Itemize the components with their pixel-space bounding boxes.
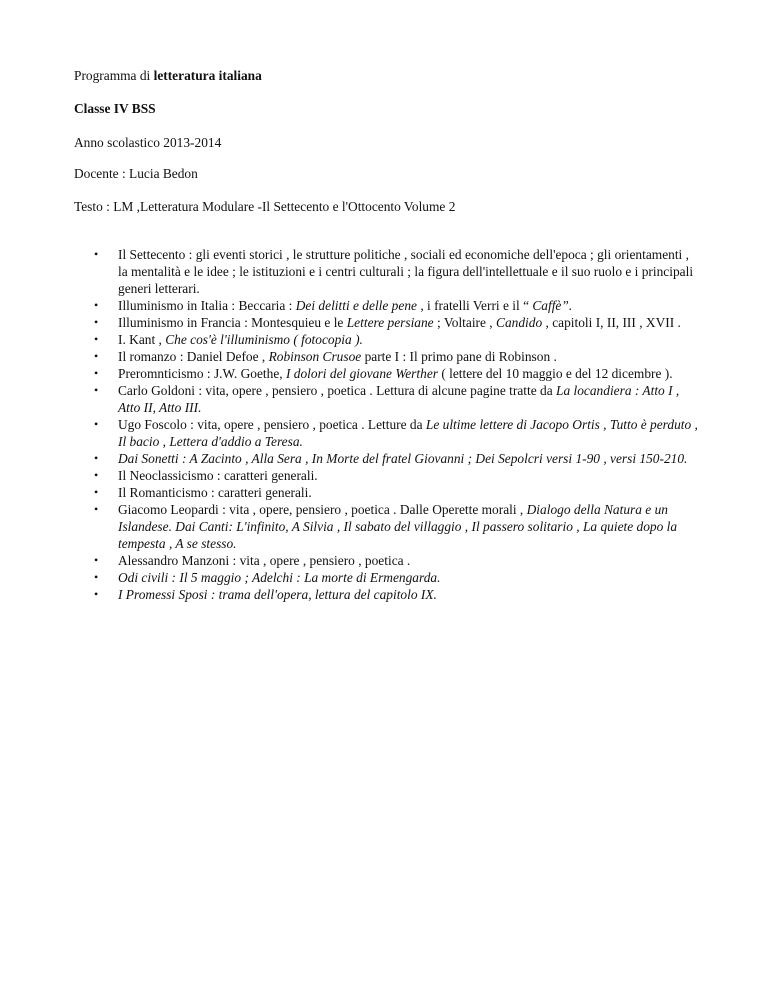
item-text: Il Romanticismo : caratteri generali. (118, 485, 312, 500)
item-text: Illuminismo in Italia : Beccaria : (118, 298, 296, 313)
list-item (0, 569, 698, 586)
bullet-icon: • (94, 451, 99, 465)
list-item (0, 552, 698, 569)
item-text: parte I : Il primo pane di Robinson . (361, 349, 557, 364)
list-item (0, 348, 698, 365)
item-text: ; Voltaire , (433, 315, 497, 330)
list-item (0, 450, 698, 467)
item-text: , capitoli I, II, III , XVII . (542, 315, 681, 330)
item-title: I Promessi Sposi : trama dell'opera, lettura del capitolo IX. (118, 587, 437, 602)
item-title: Che cos'è l'illuminismo ( fotocopia ). (165, 332, 363, 347)
bullet-icon: • (94, 587, 99, 601)
bullet-icon: • (94, 502, 99, 516)
list-item (0, 331, 698, 348)
item-title: Candido (496, 315, 543, 330)
bullet-icon: • (94, 383, 99, 397)
item-text: Ugo Foscolo : vita, opere , pensiero , poetica . Letture da (118, 417, 426, 432)
list-item (0, 297, 698, 314)
program-title-prefix: Programma di (74, 68, 154, 83)
item-text: Illuminismo in Francia : Montesquieu e le (118, 315, 347, 330)
list-item (0, 484, 698, 501)
list-item (0, 246, 698, 297)
bullet-icon: • (94, 332, 99, 346)
list-item (0, 382, 698, 416)
bullet-icon: • (94, 468, 99, 482)
bullet-icon: • (94, 570, 99, 584)
bullet-icon: • (94, 247, 99, 261)
item-text: Alessandro Manzoni : vita , opere , pensiero , poetica . (118, 553, 411, 568)
item-text: Il Settecento : gli eventi storici , le strutture politiche , sociali ed economiche dell'epoca ; gli orientamenti , la mentalità e le idee ; le istituzioni e i centri culturali ; la figura dell'intellettuale e il suo ruolo e i principali generi letterari. (118, 247, 694, 296)
program-title (74, 67, 262, 84)
item-title: Dialogo della Natura e un Islandese. Dai Canti: L'infinito, A Silvia , Il sabato del villaggio , Il passero solitario , La quiete dopo la tempesta , A se stesso. (118, 502, 678, 551)
bullet-icon: • (94, 315, 99, 329)
program-subject: letteratura italiana (153, 68, 262, 83)
item-title: La locandiera : Atto I , Atto II, Atto III. (118, 383, 680, 415)
item-text: , i fratelli Verri e il “ (416, 298, 533, 313)
list-item (0, 501, 698, 552)
bullet-icon: • (94, 417, 99, 431)
teacher: Docente : Lucia Bedon (74, 166, 198, 181)
item-title: Odi civili : Il 5 maggio ; Adelchi : La morte di Ermengarda. (118, 570, 441, 585)
item-title: Caffè”. (532, 298, 573, 313)
bullet-icon: • (94, 485, 99, 499)
item-title: I dolori del giovane Werther (285, 366, 438, 381)
item-title: Dai Sonetti : A Zacinto , Alla Sera , In Morte del fratel Giovanni ; Dei Sepolcri versi 1-90 , versi 150-210. (118, 451, 688, 466)
item-title: Lettere persiane (346, 315, 434, 330)
item-text: I. Kant , (118, 332, 166, 347)
list-item (0, 314, 698, 331)
item-title: Le ultime lettere di Jacopo Ortis , Tutto è perduto , Il bacio , Lettera d'addio a Teresa. (118, 417, 698, 449)
textbook: Testo : LM ,Letteratura Modulare -Il Settecento e l'Ottocento Volume 2 (74, 199, 456, 214)
bullet-icon: • (94, 349, 99, 363)
list-item (0, 416, 698, 450)
item-text: Il Neoclassicismo : caratteri generali. (118, 468, 318, 483)
list-item (0, 365, 698, 382)
bullet-icon: • (94, 366, 99, 380)
class-label: Classe IV BSS (74, 101, 156, 116)
item-text: Carlo Goldoni : vita, opere , pensiero , poetica . Lettura di alcune pagine tratte da (118, 383, 557, 398)
item-title: Dei delitti e delle pene (295, 298, 417, 313)
item-text: Giacomo Leopardi : vita , opere, pensiero , poetica . Dalle Operette morali , (118, 502, 527, 517)
bullet-icon: • (94, 298, 99, 312)
list-item (0, 586, 698, 603)
item-text: Preromnticismo : J.W. Goethe, (118, 366, 286, 381)
item-text: ( lettere del 10 maggio e del 12 dicembre ). (437, 366, 673, 381)
item-text: Il romanzo : Daniel Defoe , (118, 349, 269, 364)
list-item (0, 467, 698, 484)
item-title: Robinson Crusoe (268, 349, 362, 364)
school-year: Anno scolastico 2013-2014 (74, 135, 222, 150)
topics-list (0, 246, 768, 603)
bullet-icon: • (94, 553, 99, 567)
